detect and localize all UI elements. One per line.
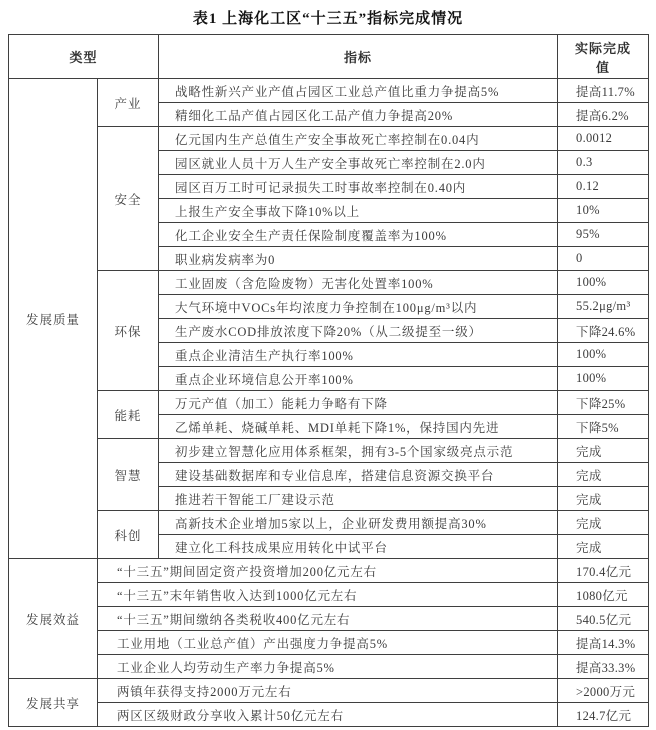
value-cell: 提高14.3% xyxy=(558,631,649,655)
type-cell: 发展质量 xyxy=(9,79,98,559)
type-cell: 发展共享 xyxy=(9,679,98,727)
indicator-cell: 推进若干智能工厂建设示范 xyxy=(159,487,558,511)
table-row xyxy=(9,703,649,727)
value-cell: 170.4亿元 xyxy=(558,559,649,583)
value-cell: 完成 xyxy=(558,487,649,511)
subtype-cell: 产业 xyxy=(98,79,159,127)
value-cell: 100% xyxy=(558,367,649,391)
table-row xyxy=(9,679,649,703)
indicator-cell: 两区区级财政分享收入累计50亿元左右 xyxy=(98,703,558,727)
value-cell: 0 xyxy=(558,247,649,271)
subtype-cell: 科创 xyxy=(98,511,159,559)
value-cell: 完成 xyxy=(558,463,649,487)
table-row xyxy=(9,391,649,415)
indicator-cell: 精细化工品产值占园区化工品产值力争提高20% xyxy=(159,103,558,127)
indicator-cell: 职业病发病率为0 xyxy=(159,247,558,271)
indicator-cell: 乙烯单耗、烧碱单耗、MDI单耗下降1%，保持国内先进 xyxy=(159,415,558,439)
table-row xyxy=(9,583,649,607)
value-cell: 0.0012 xyxy=(558,127,649,151)
table-row xyxy=(9,631,649,655)
value-cell: 下降25% xyxy=(558,391,649,415)
value-cell: 0.12 xyxy=(558,175,649,199)
indicator-cell: 重点企业环境信息公开率100% xyxy=(159,367,558,391)
table-header-row xyxy=(9,35,649,79)
table-row xyxy=(9,607,649,631)
indicator-cell: 生产废水COD排放浓度下降20%（从二级提至一级） xyxy=(159,319,558,343)
indicator-cell: 战略性新兴产业产值占园区工业总产值比重力争提高5% xyxy=(159,79,558,103)
value-cell: 完成 xyxy=(558,439,649,463)
value-cell: 100% xyxy=(558,343,649,367)
indicator-cell: 工业固废（含危险废物）无害化处置率100% xyxy=(159,271,558,295)
indicator-cell: 工业用地（工业总产值）产出强度力争提高5% xyxy=(98,631,558,655)
value-cell: 540.5亿元 xyxy=(558,607,649,631)
type-cell: 发展效益 xyxy=(9,559,98,679)
table-row xyxy=(9,439,649,463)
value-cell: 55.2μg/m³ xyxy=(558,295,649,319)
value-cell: 下降24.6% xyxy=(558,319,649,343)
value-cell: >2000万元 xyxy=(558,679,649,703)
table-row xyxy=(9,79,649,103)
col-header-value: 实际完成值 xyxy=(558,35,649,79)
indicator-cell: 园区就业人员十万人生产安全事故死亡率控制在2.0内 xyxy=(159,151,558,175)
subtype-cell: 能耗 xyxy=(98,391,159,439)
subtype-cell: 环保 xyxy=(98,271,159,391)
value-cell: 完成 xyxy=(558,535,649,559)
indicator-cell: 亿元国内生产总值生产安全事故死亡率控制在0.04内 xyxy=(159,127,558,151)
value-cell: 10% xyxy=(558,199,649,223)
indicator-cell: 大气环境中VOCs年均浓度力争控制在100μg/m³以内 xyxy=(159,295,558,319)
indicators-table xyxy=(8,34,649,727)
indicator-cell: 初步建立智慧化应用体系框架，拥有3-5个国家级亮点示范 xyxy=(159,439,558,463)
indicator-cell: “十三五”末年销售收入达到1000亿元左右 xyxy=(98,583,558,607)
value-cell: 完成 xyxy=(558,511,649,535)
value-cell: 提高11.7% xyxy=(558,79,649,103)
indicator-cell: “十三五”期间固定资产投资增加200亿元左右 xyxy=(98,559,558,583)
indicator-cell: “十三五”期间缴纳各类税收400亿元左右 xyxy=(98,607,558,631)
indicator-cell: 上报生产安全事故下降10%以上 xyxy=(159,199,558,223)
value-cell: 提高33.3% xyxy=(558,655,649,679)
value-cell: 124.7亿元 xyxy=(558,703,649,727)
value-cell: 100% xyxy=(558,271,649,295)
value-cell: 下降5% xyxy=(558,415,649,439)
subtype-cell: 智慧 xyxy=(98,439,159,511)
indicator-cell: 建设基础数据库和专业信息库，搭建信息资源交换平台 xyxy=(159,463,558,487)
table-row xyxy=(9,127,649,151)
indicator-cell: 工业企业人均劳动生产率力争提高5% xyxy=(98,655,558,679)
indicator-cell: 化工企业安全生产责任保险制度覆盖率为100% xyxy=(159,223,558,247)
table-row xyxy=(9,559,649,583)
indicator-cell: 高新技术企业增加5家以上，企业研发费用额提高30% xyxy=(159,511,558,535)
table-row xyxy=(9,271,649,295)
table-title: 表1 上海化工区“十三五”指标完成情况 xyxy=(192,11,464,27)
value-cell: 0.3 xyxy=(558,151,649,175)
indicator-cell: 建立化工科技成果应用转化中试平台 xyxy=(159,535,558,559)
value-cell: 提高6.2% xyxy=(558,103,649,127)
value-cell: 95% xyxy=(558,223,649,247)
col-header-indicator: 指标 xyxy=(159,35,558,79)
value-cell: 1080亿元 xyxy=(558,583,649,607)
subtype-cell: 安全 xyxy=(98,127,159,271)
indicator-cell: 两镇年获得支持2000万元左右 xyxy=(98,679,558,703)
table-row xyxy=(9,655,649,679)
indicator-cell: 园区百万工时可记录损失工时事故率控制在0.40内 xyxy=(159,175,558,199)
table-row xyxy=(9,511,649,535)
indicator-cell: 重点企业清洁生产执行率100% xyxy=(159,343,558,367)
indicator-cell: 万元产值（加工）能耗力争略有下降 xyxy=(159,391,558,415)
col-header-type: 类型 xyxy=(9,35,159,79)
